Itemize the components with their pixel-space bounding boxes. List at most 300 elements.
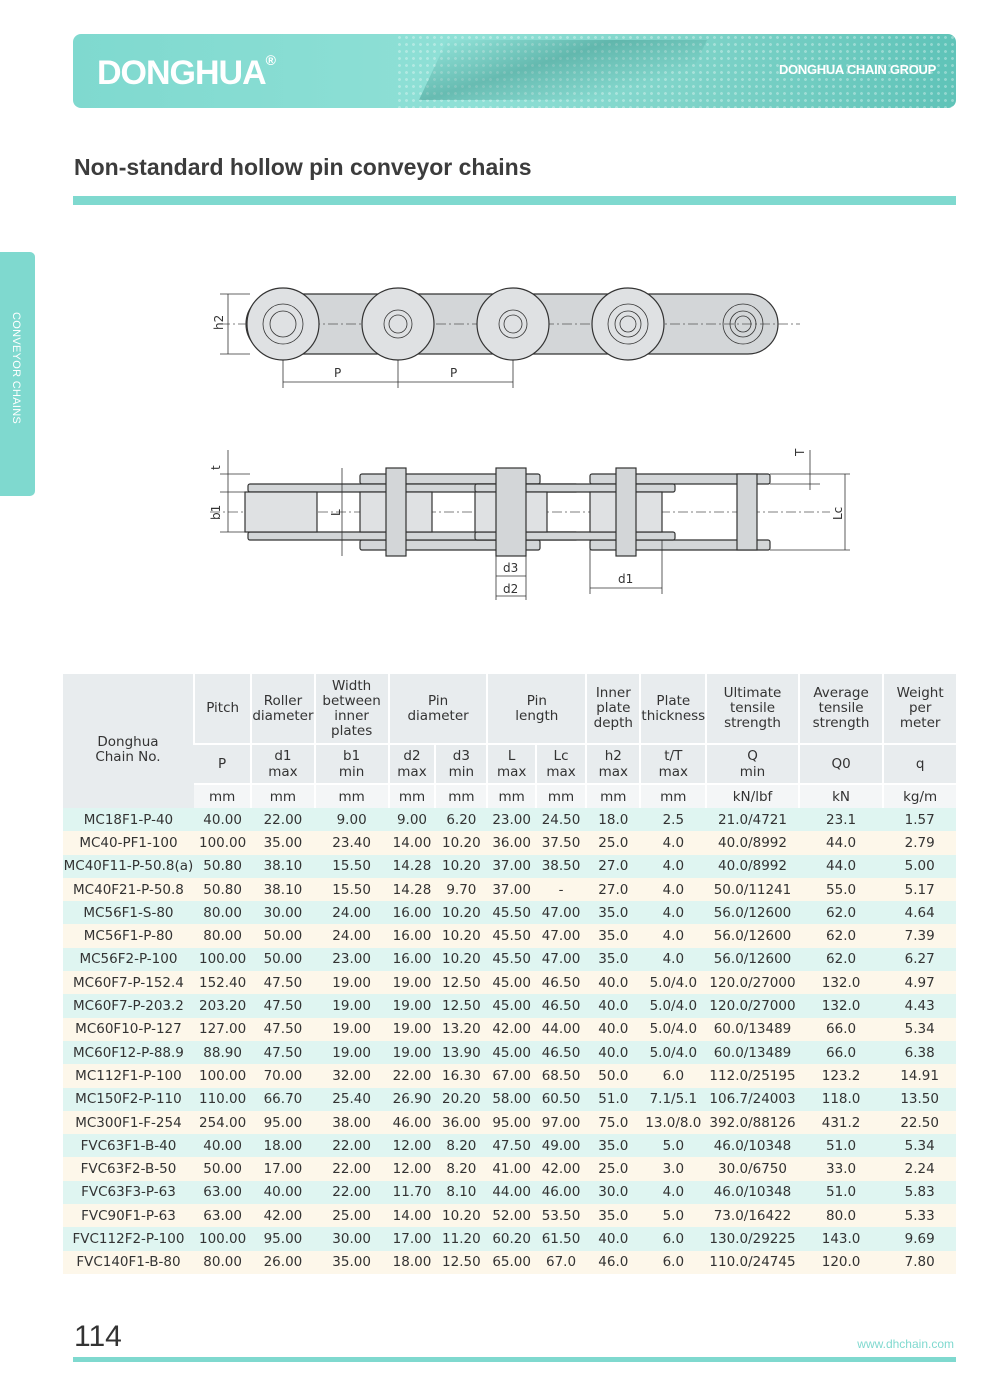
table-cell: 7.39 (904, 928, 935, 945)
table-row (63, 948, 956, 971)
table-cell: 100.00 (199, 1230, 247, 1247)
table-cell: 38.10 (263, 858, 303, 875)
label-L: L (329, 509, 343, 516)
header-symbol: b1 min (315, 744, 389, 784)
table-cell: 5.34 (904, 1021, 935, 1038)
table-cell: 70.00 (263, 1067, 303, 1084)
label-Lc: Lc (831, 506, 845, 520)
table-cell: 5.0 (662, 1207, 685, 1224)
chain-number-cell: MC60F7-P-203.2 (73, 998, 184, 1015)
table-cell: 6.38 (904, 1044, 935, 1061)
table-cell: 60.0/13489 (713, 1021, 792, 1038)
side-view (212, 288, 800, 388)
table-cell: 63.00 (203, 1207, 242, 1224)
table-cell: 38.50 (541, 858, 581, 875)
table-cell: 95.00 (263, 1230, 303, 1247)
table-row (63, 1181, 956, 1204)
table-cell: 47.50 (263, 974, 303, 991)
table-row (63, 878, 956, 901)
table-cell: 14.28 (392, 881, 432, 898)
table-cell: 25.0 (598, 1161, 629, 1178)
table-cell: 431.2 (821, 1114, 861, 1131)
table-cell: 67.00 (492, 1067, 531, 1084)
table-cell: 45.50 (492, 928, 531, 945)
label-h2: h2 (212, 314, 226, 330)
table-cell: 7.80 (904, 1254, 935, 1271)
table-cell: 51.0 (826, 1184, 857, 1201)
table-cell: 14.00 (392, 834, 432, 851)
table-cell: 7.1/5.1 (649, 1091, 698, 1108)
table-cell: 45.00 (492, 974, 531, 991)
table-cell: 66.70 (263, 1091, 303, 1108)
header-plate-thickness: Plate thickness (640, 674, 706, 744)
table-cell: 50.0/11241 (713, 881, 792, 898)
page-title: Non-standard hollow pin conveyor chains (74, 154, 532, 180)
chain-number-cell: MC300F1-F-254 (75, 1114, 182, 1131)
table-cell: 50.80 (203, 858, 242, 875)
table-cell: 40.0 (598, 1044, 629, 1061)
table-cell: 66.0 (826, 1021, 857, 1038)
table-cell: 50.00 (263, 951, 303, 968)
chain-number-cell: MC40F21-P-50.8 (73, 881, 184, 898)
footer-rule (73, 1357, 956, 1362)
header-unit: mm (315, 784, 389, 808)
table-cell: 14.00 (392, 1207, 432, 1224)
table-cell: 16.00 (392, 904, 432, 921)
chain-number-cell: MC60F10-P-127 (75, 1021, 182, 1038)
table-cell: 254.00 (199, 1114, 247, 1131)
table-cell: 65.00 (492, 1254, 531, 1271)
table-cell: 4.0 (662, 881, 685, 898)
table-cell: 5.0/4.0 (649, 998, 698, 1015)
table-cell: 11.20 (442, 1230, 481, 1247)
table-cell: 123.2 (821, 1067, 861, 1084)
table-cell: 19.00 (332, 1021, 371, 1038)
header-roller: Roller diameter (251, 674, 314, 744)
chain-number-cell: FVC63F1-B-40 (80, 1137, 177, 1154)
table-cell: 37.00 (492, 858, 531, 875)
table-row (63, 1134, 956, 1157)
table-cell: 30.00 (332, 1230, 371, 1247)
header-symbol: Q min (706, 744, 799, 784)
table-row (63, 994, 956, 1017)
chain-drawing (190, 280, 870, 610)
table-cell: 47.50 (263, 998, 303, 1015)
table-row (63, 808, 956, 831)
table-cell: 110.0/24745 (709, 1254, 796, 1271)
table-cell: 118.0 (821, 1091, 861, 1108)
table-cell: 24.50 (541, 811, 581, 828)
table-cell: 22.00 (392, 1067, 432, 1084)
table-cell: 47.00 (541, 951, 581, 968)
table-cell: 4.0 (662, 834, 685, 851)
table-cell: 5.0/4.0 (649, 1021, 698, 1038)
chain-number-cell: FVC63F2-B-50 (80, 1161, 177, 1178)
table-cell: 13.90 (442, 1044, 481, 1061)
table-cell: 95.00 (263, 1114, 303, 1131)
table-cell: 37.00 (492, 881, 531, 898)
table-cell: 12.50 (442, 998, 481, 1015)
table-cell: 46.0 (598, 1254, 629, 1271)
table-cell: 46.50 (541, 998, 581, 1015)
table-cell: 35.0 (598, 904, 629, 921)
header-units (63, 784, 956, 808)
table-cell: 19.00 (392, 1021, 432, 1038)
table-cell: 1.57 (904, 811, 935, 828)
header-unit: mm (536, 784, 586, 808)
table-cell: 40.0/8992 (718, 834, 787, 851)
table-cell: 17.00 (392, 1230, 432, 1247)
table-cell: 14.28 (392, 858, 432, 875)
plan-view (209, 448, 850, 600)
table-cell: 30.0/6750 (718, 1161, 787, 1178)
table-row (63, 1041, 956, 1064)
table-cell: 45.00 (492, 1044, 531, 1061)
header-width: Width between inner plates (315, 674, 389, 744)
table-cell: 120.0 (821, 1254, 861, 1271)
table-cell: 4.0 (662, 951, 685, 968)
table-cell: 36.00 (442, 1114, 481, 1131)
table-cell: 80.00 (203, 1254, 242, 1271)
table-cell: 19.00 (392, 974, 432, 991)
table-row (63, 1018, 956, 1041)
table-cell: 80.00 (203, 904, 242, 921)
table-cell: 9.70 (446, 881, 477, 898)
roller-2 (362, 288, 434, 360)
table-cell: 4.97 (904, 974, 935, 991)
table-cell: 15.50 (332, 881, 371, 898)
header-unit: kg/m (883, 784, 956, 808)
table-cell: 42.00 (492, 1021, 531, 1038)
table-cell: 17.00 (263, 1161, 303, 1178)
header-symbol: Lc max (536, 744, 586, 784)
table-cell: 56.0/12600 (713, 904, 792, 921)
table-cell: 14.91 (900, 1067, 939, 1084)
chain-number-cell: MC60F12-P-88.9 (73, 1044, 184, 1061)
table-cell: 22.00 (332, 1161, 371, 1178)
table-cell: 40.0 (598, 1230, 629, 1247)
table-cell: 25.00 (332, 1207, 371, 1224)
table-cell: 49.00 (541, 1137, 581, 1154)
table-cell: 53.50 (541, 1207, 581, 1224)
table-cell: 5.0/4.0 (649, 974, 698, 991)
spec-table (63, 674, 956, 1274)
chain-number-cell: MC56F2-P-100 (79, 951, 178, 968)
side-tab-label: CONVEYOR CHAINS (10, 312, 22, 425)
website: www.dhchain.com (857, 1337, 954, 1351)
table-cell: 21.0/4721 (718, 811, 787, 828)
table-cell: 40.00 (263, 1184, 303, 1201)
table-cell: 36.00 (492, 834, 531, 851)
table-cell: 58.00 (492, 1091, 531, 1108)
table-cell: 80.0 (826, 1207, 857, 1224)
chain-number-cell: MC56F1-S-80 (83, 904, 174, 921)
table-cell: 120.0/27000 (709, 998, 796, 1015)
chain-number-cell: MC40F11-P-50.8(a) (63, 858, 194, 875)
table-cell: 44.00 (492, 1184, 531, 1201)
table-cell: 46.0/10348 (713, 1137, 792, 1154)
table-cell: 19.00 (332, 998, 371, 1015)
side-tab (0, 252, 35, 496)
table-cell: 60.50 (541, 1091, 581, 1108)
chain-number-cell: FVC112F2-P-100 (72, 1230, 185, 1247)
header-symbol: t/T max (640, 744, 706, 784)
chain-number-cell: MC56F1-P-80 (83, 928, 174, 945)
header-unit: mm (194, 784, 251, 808)
table-cell: 35.0 (598, 928, 629, 945)
header-banner (73, 34, 956, 108)
table-cell: 11.70 (392, 1184, 432, 1201)
table-cell: 44.0 (826, 858, 857, 875)
table-cell: 47.50 (263, 1044, 303, 1061)
table-cell: 13.0/8.0 (645, 1114, 702, 1131)
table-cell: 12.50 (442, 1254, 481, 1271)
table-body (63, 808, 956, 1274)
table-row (63, 1251, 956, 1274)
table-cell: 67.0 (546, 1254, 577, 1271)
table-cell: 10.20 (442, 951, 481, 968)
header-unit: mm (389, 784, 436, 808)
roller-4 (592, 288, 664, 360)
table-cell: 8.20 (446, 1161, 477, 1178)
header-symbol: d3 min (435, 744, 487, 784)
header-ultimate: Ultimate tensile strength (706, 674, 799, 744)
label-t: t (209, 465, 223, 470)
table-cell: 100.00 (199, 1067, 247, 1084)
table-row (63, 1088, 956, 1111)
table-cell: 75.0 (598, 1114, 629, 1131)
table-cell: 47.00 (541, 904, 581, 921)
table-cell: 5.17 (904, 881, 935, 898)
table-cell: 30.00 (263, 904, 303, 921)
table-cell: 127.00 (199, 1021, 247, 1038)
label-T: T (793, 448, 807, 456)
table-cell: 40.00 (203, 1137, 242, 1154)
table-cell: 23.1 (826, 811, 857, 828)
label-p-2: P (450, 366, 458, 380)
table-cell: 22.00 (263, 811, 303, 828)
banner-chain-graphic (419, 40, 707, 100)
table-cell: 45.00 (492, 998, 531, 1015)
table-cell: 51.0 (598, 1091, 629, 1108)
header-unit: mm (586, 784, 640, 808)
header-unit: kN (799, 784, 884, 808)
table-cell: 68.50 (541, 1067, 581, 1084)
table-cell: 62.0 (826, 904, 857, 921)
table-cell: 38.00 (332, 1114, 371, 1131)
table-cell: 46.0/10348 (713, 1184, 792, 1201)
table-cell: 23.00 (492, 811, 531, 828)
header-symbol: P (194, 744, 251, 784)
table-cell: 2.24 (904, 1161, 935, 1178)
page-number: 114 (74, 1320, 122, 1353)
table-cell: 10.20 (442, 904, 481, 921)
chain-number-cell: MC112F1-P-100 (75, 1067, 182, 1084)
table-cell: 23.40 (332, 834, 371, 851)
table-cell: 132.0 (821, 998, 861, 1015)
table-cell: 4.64 (904, 904, 935, 921)
header-symbol: h2 max (586, 744, 640, 784)
table-cell: 19.00 (392, 998, 432, 1015)
label-d1: d1 (618, 572, 634, 586)
table-cell: 73.0/16422 (713, 1207, 792, 1224)
table-cell: 16.00 (392, 951, 432, 968)
table-cell: 30.0 (598, 1184, 629, 1201)
header-symbol: d2 max (389, 744, 436, 784)
label-d3: d3 (503, 561, 519, 575)
table-cell: 2.5 (662, 811, 685, 828)
table-cell: 24.00 (332, 904, 371, 921)
table-cell: 120.0/27000 (709, 974, 796, 991)
table-cell: 47.50 (263, 1021, 303, 1038)
header-symbols (63, 744, 956, 784)
table-row (63, 1157, 956, 1180)
table-row (63, 924, 956, 947)
header-pin-diameter: Pin diameter (389, 674, 488, 744)
table-cell: 25.40 (332, 1091, 371, 1108)
table-cell: 5.34 (904, 1137, 935, 1154)
chain-number-cell: MC40-PF1-100 (79, 834, 178, 851)
table-cell: 63.00 (203, 1184, 242, 1201)
table-cell: 132.0 (821, 974, 861, 991)
table-cell: 6.0 (662, 1067, 685, 1084)
table-cell: - (558, 881, 564, 898)
table-cell: 37.50 (541, 834, 581, 851)
table-row (63, 1111, 956, 1134)
table-row (63, 901, 956, 924)
table-cell: 8.10 (446, 1184, 477, 1201)
table-cell: 5.0 (662, 1137, 685, 1154)
roller-1 (247, 288, 319, 360)
table-cell: 33.0 (826, 1161, 857, 1178)
table-cell: 32.00 (332, 1067, 371, 1084)
table-cell: 35.00 (332, 1254, 371, 1271)
table-cell: 16.00 (392, 928, 432, 945)
header-unit: mm (640, 784, 706, 808)
table-row (63, 1204, 956, 1227)
table-row (63, 1227, 956, 1250)
table-cell: 46.50 (541, 974, 581, 991)
table-cell: 42.00 (263, 1207, 303, 1224)
table-row (63, 855, 956, 878)
table-cell: 8.20 (446, 1137, 477, 1154)
table-cell: 130.0/29225 (709, 1230, 796, 1247)
table-cell: 46.00 (392, 1114, 432, 1131)
table-cell: 20.20 (442, 1091, 481, 1108)
header-weight: Weight per meter (883, 674, 956, 744)
table-cell: 44.0 (826, 834, 857, 851)
table-cell: 35.0 (598, 1207, 629, 1224)
table-cell: 5.83 (904, 1184, 935, 1201)
table-cell: 10.20 (442, 1207, 481, 1224)
table-cell: 52.00 (492, 1207, 531, 1224)
table-cell: 47.50 (492, 1137, 531, 1154)
chain-number-cell: FVC63F3-P-63 (81, 1184, 176, 1201)
table-cell: 95.00 (492, 1114, 531, 1131)
table-cell: 61.50 (541, 1230, 581, 1247)
table-cell: 60.0/13489 (713, 1044, 792, 1061)
table-cell: 23.00 (332, 951, 371, 968)
table-cell: 19.00 (332, 1044, 371, 1061)
roller-3 (477, 288, 549, 360)
table-cell: 80.00 (203, 928, 242, 945)
table-cell: 40.0 (598, 974, 629, 991)
table-row (63, 831, 956, 854)
table-cell: 24.00 (332, 928, 371, 945)
table-cell: 18.00 (263, 1137, 303, 1154)
title-rule (73, 196, 956, 205)
table-cell: 50.00 (263, 928, 303, 945)
header-unit: mm (487, 784, 535, 808)
table-cell: 38.10 (263, 881, 303, 898)
header-chain-no: Donghua Chain No. (95, 734, 161, 765)
header-symbol: L max (487, 744, 535, 784)
chain-number-cell: MC150F2-P-110 (75, 1091, 182, 1108)
table-cell: 6.20 (446, 811, 477, 828)
table-cell: 100.00 (199, 951, 247, 968)
table-cell: 110.00 (199, 1091, 247, 1108)
label-d2: d2 (503, 582, 519, 596)
table-cell: 55.0 (826, 881, 857, 898)
table-cell: 12.00 (392, 1137, 432, 1154)
table-cell: 15.50 (332, 858, 371, 875)
table-cell: 47.00 (541, 928, 581, 945)
table-cell: 35.0 (598, 951, 629, 968)
table-cell: 152.40 (199, 974, 247, 991)
table-cell: 40.0/8992 (718, 858, 787, 875)
table-cell: 51.0 (826, 1137, 857, 1154)
table-cell: 3.0 (662, 1161, 685, 1178)
table-cell: 10.20 (442, 834, 481, 851)
table-cell: 35.0 (598, 1137, 629, 1154)
table-cell: 4.0 (662, 1184, 685, 1201)
table-cell: 4.0 (662, 858, 685, 875)
table-cell: 18.00 (392, 1254, 432, 1271)
table-cell: 26.90 (392, 1091, 432, 1108)
header-pitch: Pitch (194, 674, 251, 744)
chain-number-cell: MC60F7-P-152.4 (73, 974, 184, 991)
header-symbol: q (883, 744, 956, 784)
header-inner-plate: Inner plate depth (586, 674, 640, 744)
table-cell: 40.00 (203, 811, 242, 828)
table-cell: 35.00 (263, 834, 303, 851)
header-unit: mm (251, 784, 314, 808)
table-cell: 100.00 (199, 834, 247, 851)
table-cell: 13.20 (442, 1021, 481, 1038)
chain-number-cell: FVC140F1-B-80 (76, 1254, 181, 1271)
table-cell: 25.0 (598, 834, 629, 851)
table-cell: 4.0 (662, 904, 685, 921)
table-cell: 13.50 (900, 1091, 939, 1108)
header-unit: kN/lbf (706, 784, 799, 808)
header-symbol: d1 max (251, 744, 314, 784)
table-cell: 46.50 (541, 1044, 581, 1061)
table-cell: 9.00 (336, 811, 367, 828)
table-cell: 5.33 (904, 1207, 935, 1224)
table-cell: 42.00 (541, 1161, 581, 1178)
table-cell: 9.00 (396, 811, 428, 828)
header-average: Average tensile strength (799, 674, 884, 744)
label-b1: b1 (209, 504, 223, 520)
table-cell: 10.20 (442, 858, 481, 875)
table-cell: 50.00 (203, 1161, 242, 1178)
table-cell: 6.0 (662, 1230, 685, 1247)
table-cell: 40.0 (598, 1021, 629, 1038)
table-cell: 62.0 (826, 951, 857, 968)
table-cell: 22.00 (332, 1184, 371, 1201)
table-cell: 50.80 (203, 881, 242, 898)
header-pin-length: Pin length (487, 674, 586, 744)
